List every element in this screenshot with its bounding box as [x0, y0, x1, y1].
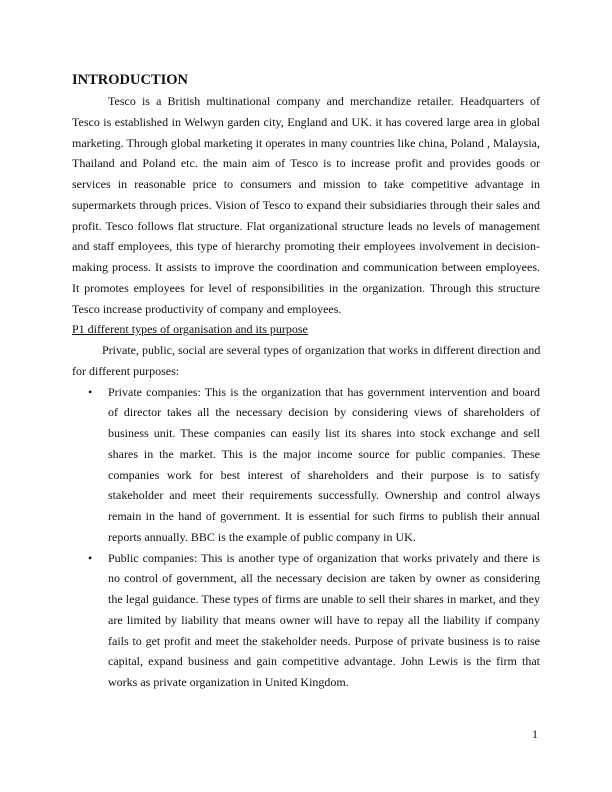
text-line: Tesco increase productivity of company and employees. — [72, 301, 342, 316]
text-line: the legal guidance. These types of firms are unable to sell their shares in market, and they — [108, 592, 540, 606]
text-line: making process. It assists to improve the coordination and communication between employees. — [72, 260, 540, 274]
text-line: Thailand and Poland etc. the main aim of Tesco is to increase profit and provides goods or — [72, 156, 540, 171]
text-line: Tesco is established in Welwyn garden city, England and UK. it has covered large area in global — [72, 114, 540, 129]
text-line: supermarkets through prices. Vision of Tesco to expand their subsidiaries through their sales and — [72, 197, 540, 212]
bullet-item — [72, 548, 540, 693]
text-line: services in reasonable price to consumers and mission to take competitive advantage in — [72, 177, 540, 191]
text-line: are limited by liability that means owner will have to repay all the liability if company — [108, 612, 540, 627]
text-line: fails to get profit and meet the stakeholder needs. Purpose of private business is to raise — [108, 633, 540, 648]
p1-subheading: P1 different types of organisation and its purpose — [72, 322, 308, 337]
text-line: business unit. These companies can easily list its shares into stock exchange and sell — [108, 426, 540, 440]
introduction-heading: INTRODUCTION — [72, 72, 189, 88]
text-line: no control of government, all the necessary decision are taken by owner as considering — [108, 571, 540, 586]
text-line: Private companies: This is the organization that has government intervention and board — [108, 384, 540, 399]
text-line: profit. Tesco follows flat structure. Flat organizational structure leads no levels of management — [72, 218, 540, 233]
text-line: marketing. Through global marketing it operates in many countries like china, Poland , Malaysia, — [72, 135, 540, 150]
text-line: for different purposes: — [72, 363, 180, 378]
page-number: 1 — [532, 727, 538, 741]
document-page — [72, 70, 540, 693]
text-line: works as private organization in United Kingdom. — [108, 675, 349, 689]
bullet-list — [72, 382, 540, 693]
text-line: of director takes all the necessary decision by considering views of shareholders of — [108, 405, 540, 420]
bullet-item — [72, 382, 540, 548]
text-line: stakeholder and meet their requirements successfully. Ownership and control always — [108, 488, 540, 503]
intro-paragraph — [72, 91, 540, 319]
text-line: shares in the market. This is the major income source for public companies. These — [108, 446, 540, 461]
lead-paragraph — [72, 340, 540, 382]
text-line: Private, public, social are several types of organization that works in different direction and — [102, 343, 541, 357]
bullet-icon: • — [88, 384, 93, 399]
text-line: companies work for best interest of shareholders and their purpose is to satisfy — [108, 467, 540, 482]
bullet-icon: • — [88, 550, 93, 565]
text-line: Tesco is a British multinational company and merchandize retailer. Headquarters of — [108, 94, 540, 108]
text-line: Public companies: This is another type of organization that works privately and there is — [108, 550, 540, 565]
text-line: It promotes employees for level of responsibilities in the organization. Through this structure — [72, 280, 540, 295]
text-line: capital, expand business and gain competitive advantage. John Lewis is the firm that — [108, 654, 540, 669]
text-line: and staff employees, this type of hierarchy promoting their employees involvement in decision- — [72, 239, 540, 254]
text-line: remain in the hand of government. It is essential for such firms to publish their annual — [108, 509, 540, 523]
text-line: reports annually. BBC is the example of public company in UK. — [108, 529, 416, 544]
